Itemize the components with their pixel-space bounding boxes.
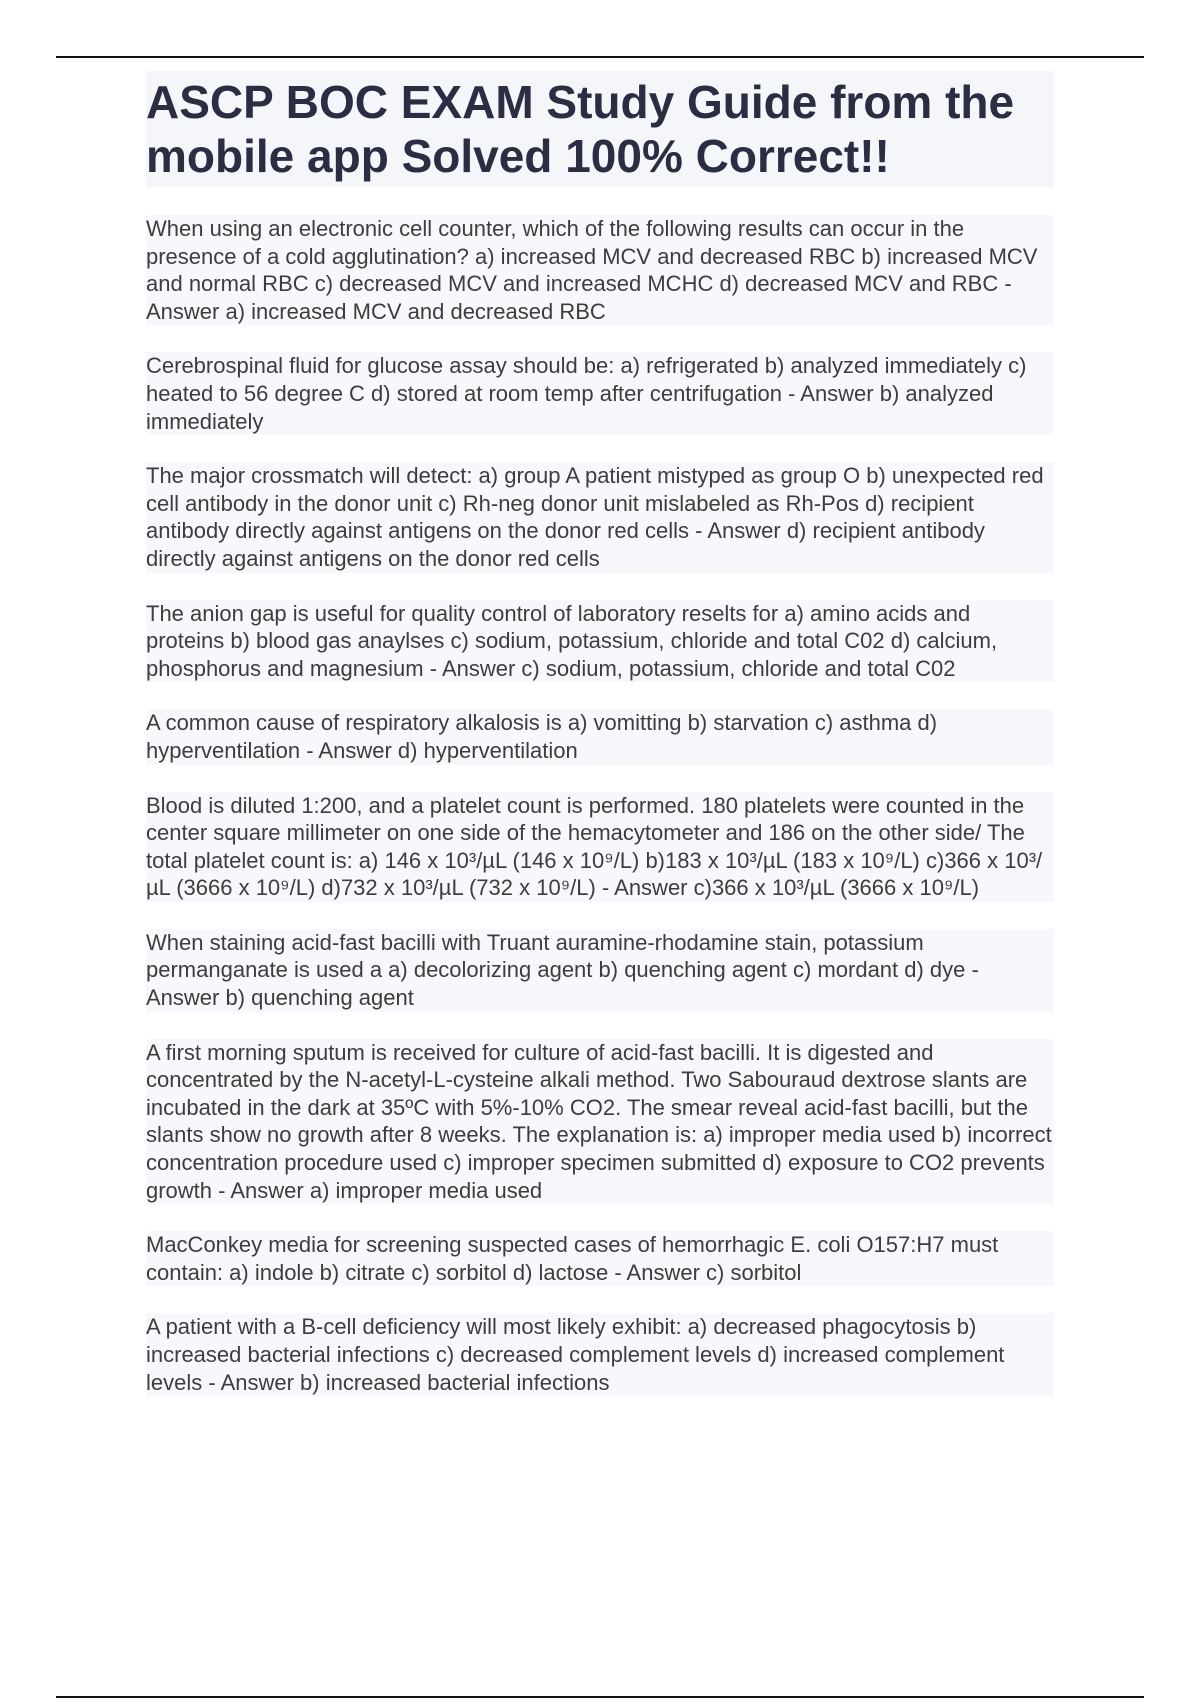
qa-item-9: MacConkey media for screening suspected cases of hemorrhagic E. coli O157:H7 must contain: a) indole b) citrate c) sorbitol d) lactose - Answer c) sorbitol — [146, 1231, 1054, 1286]
qa-item-6: Blood is diluted 1:200, and a platelet count is performed. 180 platelets were counted in the center square millimeter on one side of the hemacytometer and 186 on the other side/ The total platelet count is: a) 146 x 10³/µL (146 x 10⁹/L) b)183 x 10³/µL (183 x 10⁹/L) c)366 x 10³/µL (3666 x 10⁹/L) d)732 x 10³/µL (732 x 10⁹/L) - Answer c)366 x 10³/µL (3666 x 10⁹/L) — [146, 792, 1054, 902]
qa-item-1: When using an electronic cell counter, which of the following results can occur in the presence of a cold agglutination? a) increased MCV and decreased RBC b) increased MCV and normal RBC c) decreased MCV and increased MCHC d) decreased MCV and RBC - Answer a) increased MCV and decreased RBC — [146, 215, 1054, 325]
qa-item-4: The anion gap is useful for quality control of laboratory reselts for a) amino acids and proteins b) blood gas anaylses c) sodium, potassium, chloride and total C02 d) calcium, phosphorus and magnesium - Answer c) sodium, potassium, chloride and total C02 — [146, 600, 1054, 683]
qa-item-2: Cerebrospinal fluid for glucose assay should be: a) refrigerated b) analyzed immediately c) heated to 56 degree C d) stored at room temp after centrifugation - Answer b) analyzed immediately — [146, 352, 1054, 435]
document-title: ASCP BOC EXAM Study Guide from the mobile app Solved 100% Correct!! — [146, 76, 1015, 182]
qa-item-8: A first morning sputum is received for culture of acid-fast bacilli. It is digested and concentrated by the N-acetyl-L-cysteine alkali method. Two Sabouraud dextrose slants are incubated in the dark at 35ºC with 5%-10% CO2. The smear reveal acid-fast bacilli, but the slants show no growth after 8 weeks. The explanation is: a) improper media used b) incorrect concentration procedure used c) improper specimen submitted d) exposure to CO2 prevents growth - Answer a) improper media used — [146, 1039, 1054, 1205]
top-rule — [56, 56, 1144, 58]
qa-item-7: When staining acid-fast bacilli with Truant auramine-rhodamine stain, potassium permanganate is used a a) decolorizing agent b) quenching agent c) mordant d) dye - Answer b) quenching agent — [146, 929, 1054, 1012]
qa-item-5: A common cause of respiratory alkalosis is a) vomitting b) starvation c) asthma d) hyperventilation - Answer d) hyperventilation — [146, 709, 1054, 764]
document-body — [146, 71, 1054, 1423]
qa-item-3: The major crossmatch will detect: a) group A patient mistyped as group O b) unexpected red cell antibody in the donor unit c) Rh-neg donor unit mislabeled as Rh-Pos d) recipient antibody directly against antigens on the donor red cells - Answer d) recipient antibody directly against antigens on the donor red cells — [146, 462, 1054, 572]
bottom-rule — [56, 1696, 1144, 1698]
qa-item-10: A patient with a B-cell deficiency will most likely exhibit: a) decreased phagocytosis b) increased bacterial infections c) decreased complement levels d) increased complement levels - Answer b) increased bacterial infections — [146, 1313, 1054, 1396]
title-block — [146, 71, 1054, 187]
